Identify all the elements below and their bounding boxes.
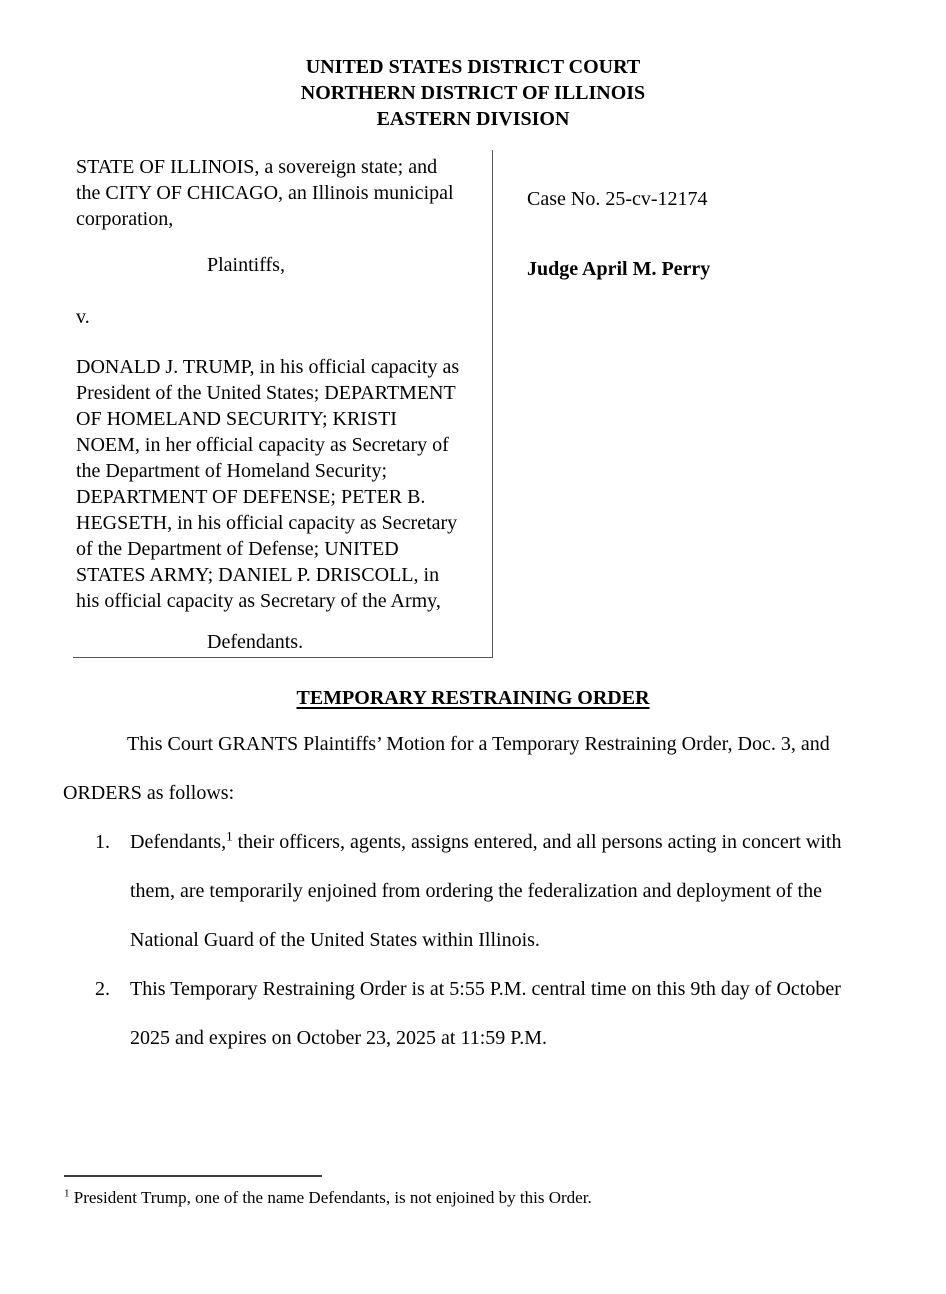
item-number: 2.	[95, 978, 110, 1000]
item-line: This Temporary Restraining Order is at 5:55 P.M. central time on this 9th day of October	[130, 978, 841, 1000]
judge-name: Judge April M. Perry	[527, 258, 711, 280]
item-line: them, are temporarily enjoined from ordering the federalization and deployment of the	[130, 880, 822, 902]
defendants-label: Defendants.	[207, 631, 304, 653]
defendant-line: the Department of Homeland Security;	[76, 460, 388, 482]
item-line	[130, 818, 841, 867]
spacer	[76, 614, 488, 629]
defendant-line: DEPARTMENT OF DEFENSE; PETER B.	[76, 486, 426, 508]
item-line: National Guard of the United States within Illinois.	[130, 929, 540, 951]
footnote-separator	[64, 1175, 322, 1177]
item-number: 1.	[95, 831, 110, 853]
court-name: UNITED STATES DISTRICT COURT	[305, 56, 641, 78]
plaintiff-line: corporation,	[76, 208, 174, 230]
versus-label: v.	[76, 306, 90, 328]
footnote-reference: 1	[226, 828, 233, 844]
plaintiff-line: the CITY OF CHICAGO, an Illinois municipal	[76, 182, 454, 204]
item-text	[130, 965, 841, 1063]
court-division: EASTERN DIVISION	[376, 108, 570, 130]
court-header	[0, 54, 946, 132]
intro-line: This Court GRANTS Plaintiffs’ Motion for a Temporary Restraining Order, Doc. 3, and	[127, 733, 830, 755]
caption-case-info	[493, 150, 847, 658]
plaintiffs-label: Plaintiffs,	[207, 254, 285, 276]
court-district: NORTHERN DISTRICT OF ILLINOIS	[300, 82, 646, 104]
defendant-line: OF HOMELAND SECURITY; KRISTI	[76, 408, 397, 430]
footnote-text: President Trump, one of the name Defendants, is not enjoined by this Order.	[69, 1188, 592, 1207]
caption-parties	[73, 150, 493, 658]
order-item-1	[63, 818, 895, 965]
case-number: Case No. 25-cv-12174	[527, 188, 708, 210]
order-body	[63, 720, 895, 1063]
defendant-line: of the Department of Defense; UNITED	[76, 538, 399, 560]
intro-line: ORDERS as follows:	[63, 782, 235, 804]
plaintiff-line: STATE OF ILLINOIS, a sovereign state; and	[76, 156, 438, 178]
item-text	[130, 818, 841, 965]
spacer	[76, 278, 488, 304]
case-caption	[73, 150, 847, 658]
order-title: TEMPORARY RESTRAINING ORDER	[296, 687, 650, 709]
defendant-line: DONALD J. TRUMP, in his official capacity as	[76, 356, 460, 378]
defendant-line: HEGSETH, in his official capacity as Secretary	[76, 512, 458, 534]
spacer	[76, 330, 488, 354]
order-item-2	[63, 965, 895, 1063]
item-line: 2025 and expires on October 23, 2025 at 11:59 P.M.	[130, 1027, 547, 1049]
footnote	[64, 1186, 904, 1209]
item-text-pre: Defendants,	[130, 831, 227, 853]
defendant-line: President of the United States; DEPARTMENT	[76, 382, 456, 404]
defendant-line: STATES ARMY; DANIEL P. DRISCOLL, in	[76, 564, 440, 586]
defendant-line: NOEM, in her official capacity as Secretary of	[76, 434, 449, 456]
spacer	[76, 232, 488, 252]
defendant-line: his official capacity as Secretary of the Army,	[76, 590, 441, 612]
item-text-post: their officers, agents, assigns entered, and all persons acting in concert with	[232, 831, 842, 853]
footnote-number: 1	[64, 1187, 70, 1200]
